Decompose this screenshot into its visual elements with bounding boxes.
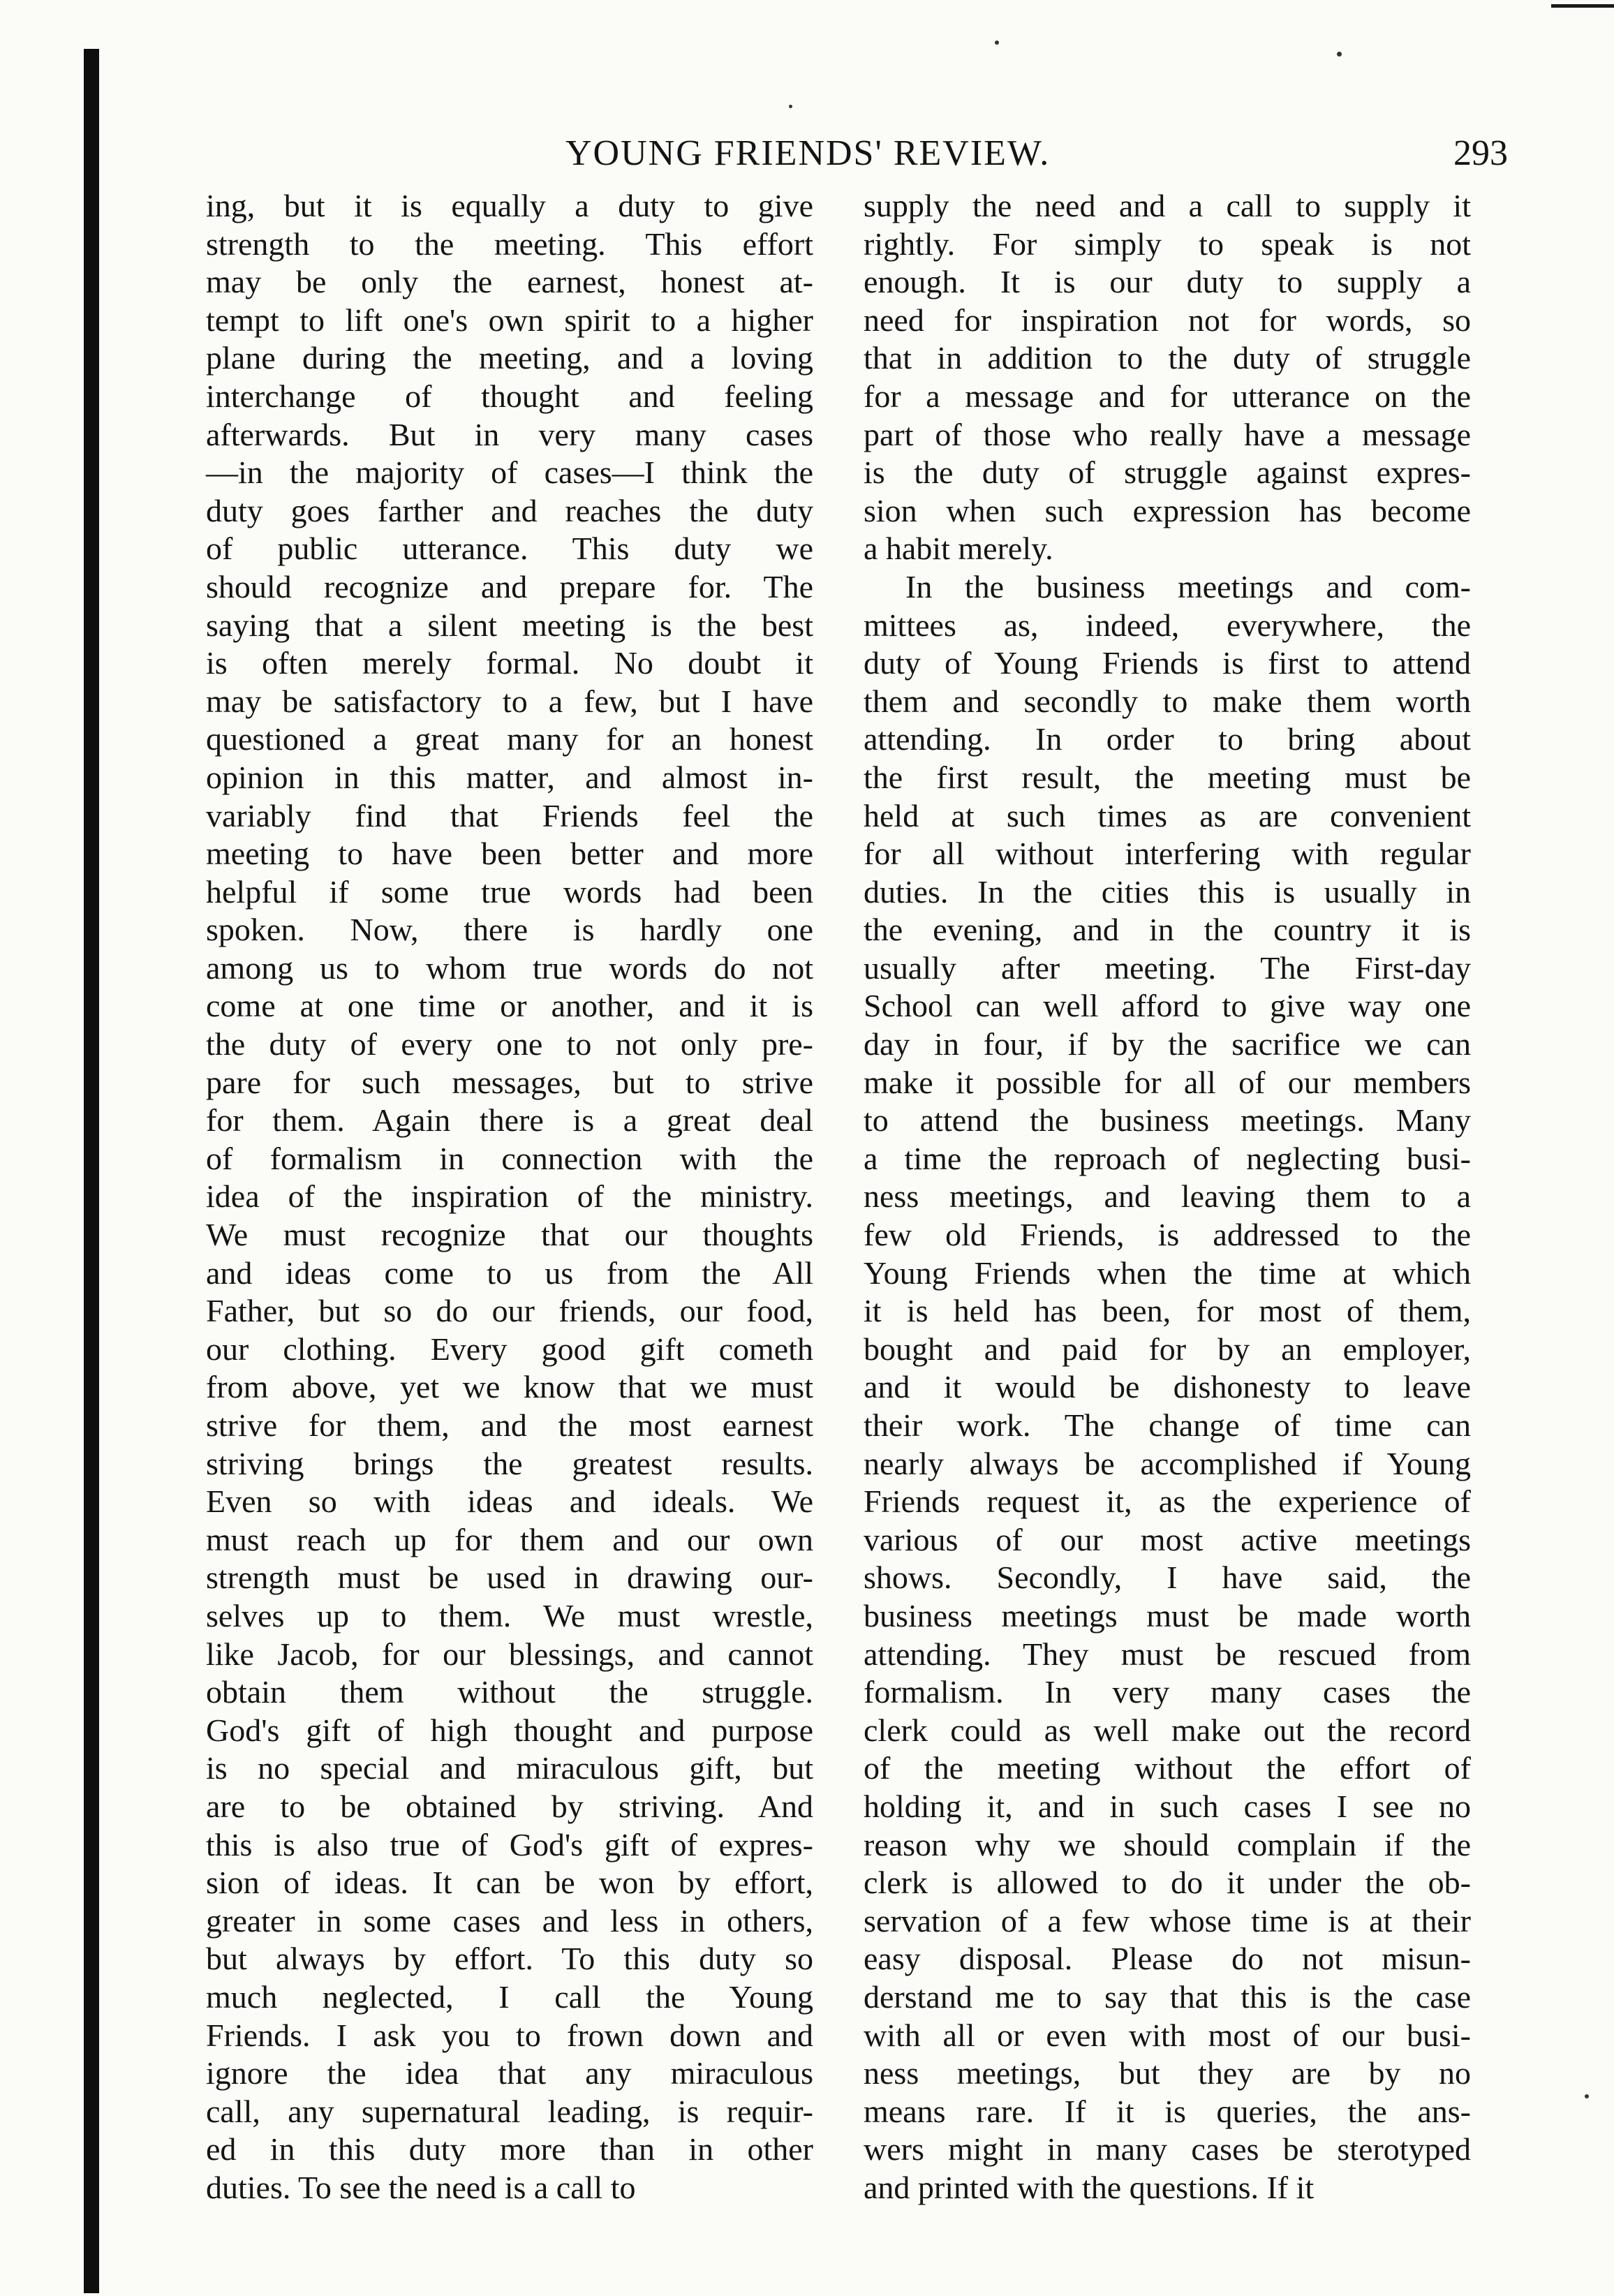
text-line: and printed with the questions. If it (864, 2169, 1315, 2205)
text-line: attending. In order to bring about (864, 721, 1471, 757)
text-line: may be only the earnest, honest at- (206, 264, 813, 300)
running-head (202, 133, 1550, 182)
text-line: helpful if some true words had been (206, 873, 813, 910)
text-line: ed in this duty more than in other (206, 2131, 813, 2168)
text-line: tempt to lift one's own spirit to a higher (206, 302, 813, 338)
text-line: day in four, if by the sacrifice we can (864, 1026, 1471, 1062)
text-line: among us to whom true words do not (206, 949, 813, 986)
text-line: a habit merely. (864, 531, 1053, 567)
text-line: of the meeting without the effort of (864, 1750, 1471, 1786)
text-line: with all or even with most of our busi- (864, 2017, 1471, 2053)
text-line: is the duty of struggle against expres- (864, 454, 1471, 491)
page-binding-edge (84, 49, 99, 2293)
text-line: means rare. If it is queries, the ans- (864, 2093, 1471, 2129)
text-line: duty goes farther and reaches the duty (206, 492, 813, 528)
text-line: our clothing. Every good gift cometh (206, 1331, 813, 1367)
text-line: part of those who really have a message (864, 416, 1471, 452)
text-line: meeting to have been better and more (206, 836, 813, 872)
text-line: duties. In the cities this is usually in (864, 873, 1471, 910)
text-line: Friends. I ask you to frown down and (206, 2017, 813, 2053)
text-line: reason why we should complain if the (864, 1826, 1471, 1862)
text-line: clerk could as well make out the record (864, 1712, 1471, 1748)
text-line: striving brings the greatest results. (206, 1445, 813, 1481)
text-line: selves up to them. We must wrestle, (206, 1597, 813, 1634)
text-line: Father, but so do our friends, our food, (206, 1293, 813, 1329)
text-line: duties. To see the need is a call to (206, 2169, 636, 2205)
text-line: should recognize and prepare for. The (206, 568, 813, 605)
text-line: variably find that Friends feel the (206, 797, 813, 834)
text-line: plane during the meeting, and a loving (206, 340, 813, 376)
text-line: derstand me to say that this is the case (864, 1978, 1471, 2015)
text-column-right (864, 187, 1471, 2207)
text-line: idea of the inspiration of the ministry. (206, 1178, 813, 1215)
text-line: the first result, the meeting must be (864, 759, 1471, 795)
text-line: is no special and miraculous gift, but (206, 1750, 813, 1786)
text-line: attending. They must be rescued from (864, 1636, 1471, 1672)
text-line: ness meetings, but they are by no (864, 2055, 1471, 2091)
text-line: it is held has been, for most of them, (864, 1293, 1471, 1329)
text-line: various of our most active meetings (864, 1521, 1471, 1557)
ink-speck (995, 40, 999, 45)
text-line: of public utterance. This duty we (206, 531, 813, 567)
text-line: call, any supernatural leading, is requir- (206, 2093, 813, 2129)
text-line: Young Friends when the time at which (864, 1254, 1471, 1291)
text-line: nearly always be accomplished if Young (864, 1445, 1471, 1481)
text-line: ignore the idea that any miraculous (206, 2055, 813, 2091)
text-line: obtain them without the struggle. (206, 1674, 813, 1710)
text-line: like Jacob, for our blessings, and cannot (206, 1636, 813, 1672)
text-line: make it possible for all of our members (864, 1064, 1471, 1100)
text-line: are to be obtained by striving. And (206, 1788, 813, 1824)
text-line: supply the need and a call to supply it (864, 188, 1471, 223)
text-line: strength to the meeting. This effort (206, 225, 813, 262)
text-line: and ideas come to us from the All (206, 1254, 813, 1291)
text-line: but always by effort. To this duty so (206, 1941, 813, 1977)
text-line: afterwards. But in very many cases (206, 416, 813, 452)
text-line: for all without interfering with regular (864, 836, 1471, 872)
text-line: business meetings must be made worth (864, 1597, 1471, 1634)
text-line: from above, yet we know that we must (206, 1369, 813, 1405)
text-line: strive for them, and the most earnest (206, 1407, 813, 1443)
text-line: may be satisfactory to a few, but I have (206, 683, 813, 719)
text-line: this is also true of God's gift of expres- (206, 1826, 813, 1862)
text-line: enough. It is our duty to supply a (864, 264, 1471, 300)
text-line: the duty of every one to not only pre- (206, 1026, 813, 1062)
text-line: sion of ideas. It can be won by effort, (206, 1865, 813, 1901)
text-line: them and secondly to make them worth (864, 683, 1471, 719)
text-line: for them. Again there is a great deal (206, 1102, 813, 1139)
text-line: come at one time or another, and it is (206, 988, 813, 1024)
text-line: need for inspiration not for words, so (864, 302, 1471, 338)
text-line: saying that a silent meeting is the best (206, 607, 813, 643)
text-line: is often merely formal. No doubt it (206, 645, 813, 681)
text-line: interchange of thought and feeling (206, 378, 813, 414)
text-line: greater in some cases and less in others, (206, 1902, 813, 1939)
ink-speck (1585, 2094, 1589, 2098)
text-line: must reach up for them and our own (206, 1521, 813, 1557)
text-line: to attend the business meetings. Many (864, 1102, 1471, 1139)
text-line: mittees as, indeed, everywhere, the (864, 607, 1471, 643)
text-line: their work. The change of time can (864, 1407, 1471, 1443)
text-line: wers might in many cases be sterotyped (864, 2131, 1471, 2168)
text-line: —in the majority of cases—I think the (206, 454, 813, 491)
text-line: ing, but it is equally a duty to give (206, 188, 813, 223)
text-line: few old Friends, is addressed to the (864, 1217, 1471, 1253)
text-line: strength must be used in drawing our- (206, 1560, 813, 1596)
text-line: God's gift of high thought and purpose (206, 1712, 813, 1748)
corner-rule (1551, 4, 1614, 8)
ink-speck (1337, 52, 1342, 57)
text-line: that in addition to the duty of struggle (864, 340, 1471, 376)
text-line: a time the reproach of neglecting busi- (864, 1140, 1471, 1176)
text-line: formalism. In very many cases the (864, 1674, 1471, 1710)
text-line: We must recognize that our thoughts (206, 1217, 813, 1253)
text-line: servation of a few whose time is at their (864, 1902, 1471, 1939)
text-line: easy disposal. Please do not misun- (864, 1941, 1471, 1977)
text-line: for a message and for utterance on the (864, 378, 1471, 414)
text-line: spoken. Now, there is hardly one (206, 912, 813, 948)
text-line: holding it, and in such cases I see no (864, 1788, 1471, 1824)
ink-speck (789, 105, 792, 108)
text-line: clerk is allowed to do it under the ob- (864, 1865, 1471, 1901)
text-line: Friends request it, as the experience of (864, 1483, 1471, 1520)
running-title: YOUNG FRIENDS' REVIEW. (565, 133, 1051, 173)
text-column-left (206, 187, 813, 2207)
text-line: and it would be dishonesty to leave (864, 1369, 1471, 1405)
text-line: ness meetings, and leaving them to a (864, 1178, 1471, 1215)
text-line: In the business meetings and com- (905, 568, 1471, 605)
text-line: bought and paid for by an employer, (864, 1331, 1471, 1367)
text-line: shows. Secondly, I have said, the (864, 1560, 1471, 1596)
text-line: School can well afford to give way one (864, 988, 1471, 1024)
text-line: the evening, and in the country it is (864, 912, 1471, 948)
text-line: rightly. For simply to speak is not (864, 225, 1471, 262)
text-line: Even so with ideas and ideals. We (206, 1483, 813, 1520)
text-line: sion when such expression has become (864, 492, 1471, 528)
text-line: duty of Young Friends is first to attend (864, 645, 1471, 681)
text-line: held at such times as are convenient (864, 797, 1471, 834)
text-line: usually after meeting. The First-day (864, 949, 1471, 986)
text-line: much neglected, I call the Young (206, 1978, 813, 2015)
text-line: pare for such messages, but to strive (206, 1064, 813, 1100)
text-line: opinion in this matter, and almost in- (206, 759, 813, 795)
page-number: 293 (1453, 133, 1508, 173)
text-line: of formalism in connection with the (206, 1140, 813, 1176)
text-line: questioned a great many for an honest (206, 721, 813, 757)
